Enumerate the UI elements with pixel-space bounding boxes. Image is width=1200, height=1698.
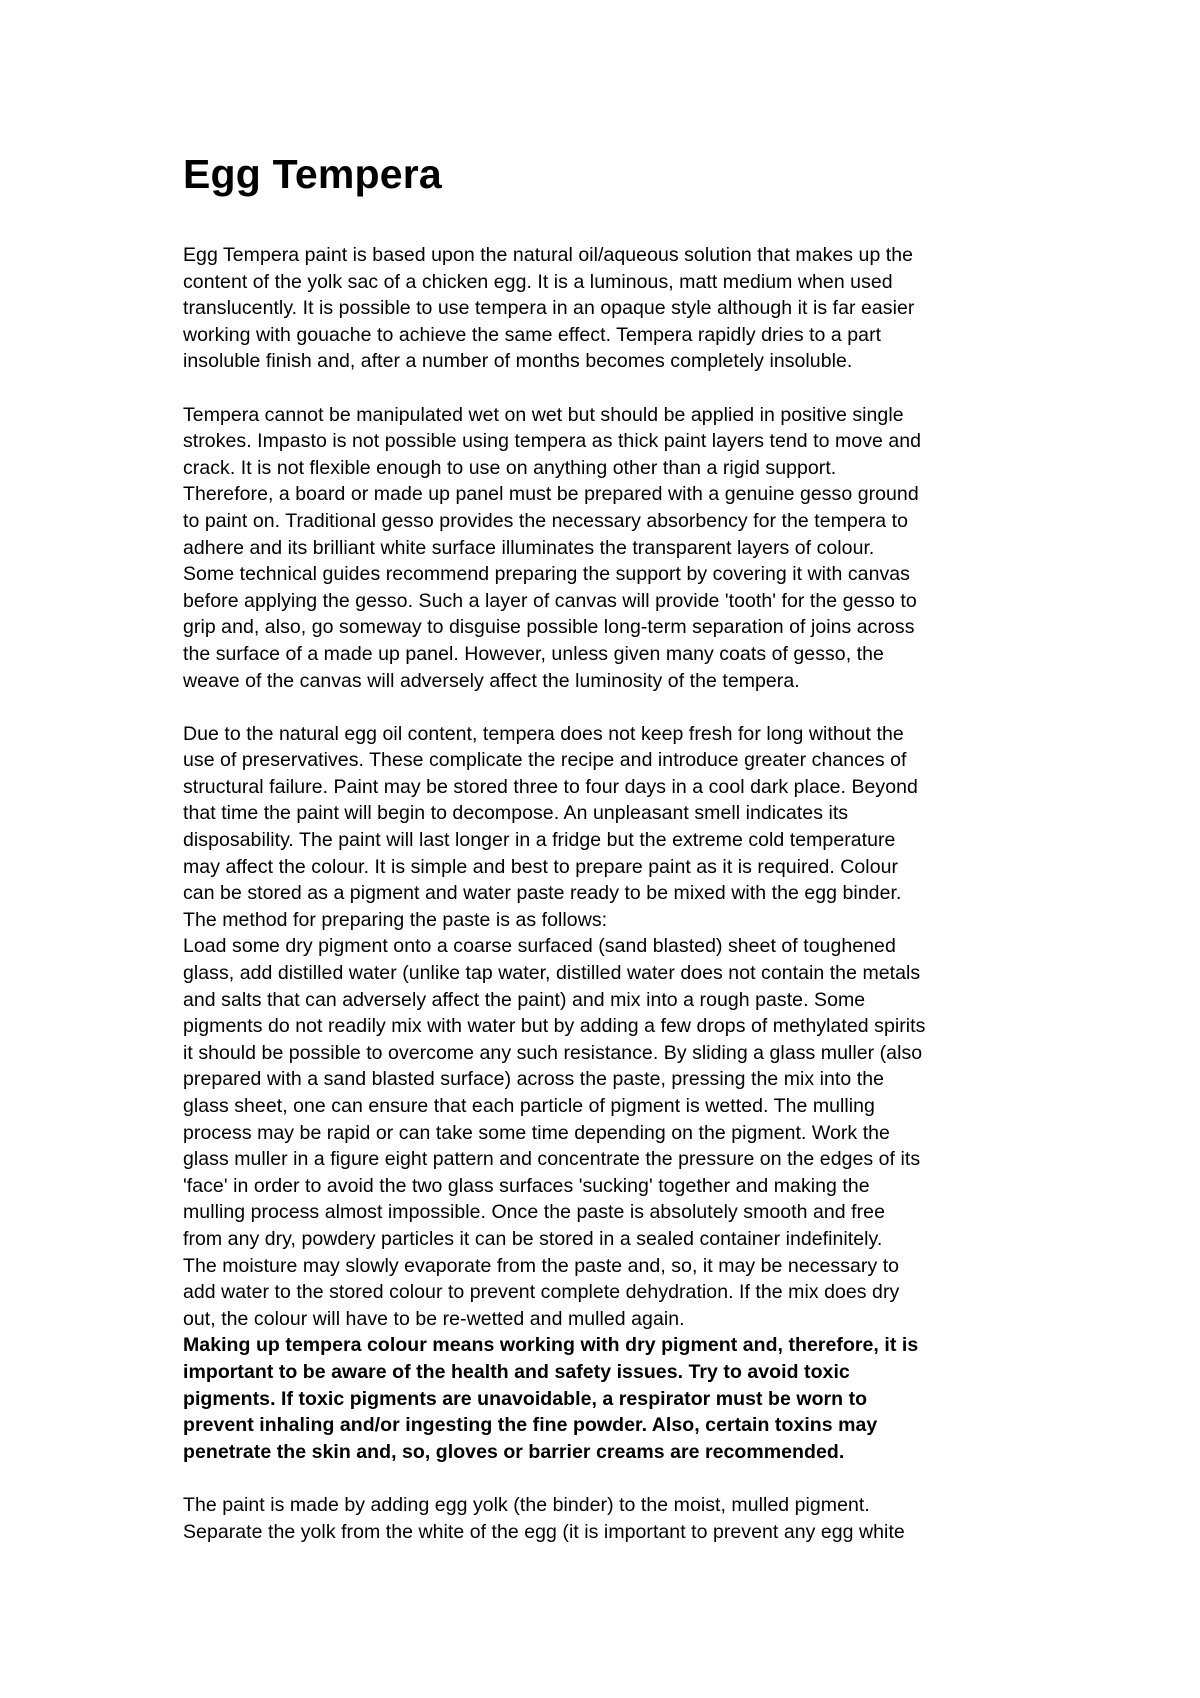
- text-line: prepared with a sand blasted surface) across the paste, pressing the mix into the: [183, 1068, 885, 1091]
- text-line: The method for preparing the paste is as follows:: [183, 908, 608, 931]
- safety-warning-line: Making up tempera colour means working with dry pigment and, therefore, it is: [183, 1334, 919, 1357]
- text-line: out, the colour will have to be re-wetted and mulled again.: [183, 1307, 685, 1330]
- text-line: Load some dry pigment onto a coarse surfaced (sand blasted) sheet of toughened: [183, 935, 896, 958]
- text-line: grip and, also, go someway to disguise possible long-term separation of joins across: [183, 616, 915, 639]
- text-line: structural failure. Paint may be stored three to four days in a cool dark place. Beyond: [183, 775, 918, 798]
- text-line: from any dry, powdery particles it can be stored in a sealed container indefinitely.: [183, 1227, 883, 1250]
- text-line: insoluble finish and, after a number of months becomes completely insoluble.: [183, 350, 853, 373]
- text-line: glass, add distilled water (unlike tap water, distilled water does not contain the metals: [183, 962, 921, 985]
- text-line: strokes. Impasto is not possible using tempera as thick paint layers tend to move and: [183, 430, 922, 453]
- text-line: may affect the colour. It is simple and best to prepare paint as it is required. Colour: [183, 855, 899, 878]
- text-line: Due to the natural egg oil content, tempera does not keep fresh for long without the: [183, 722, 904, 745]
- text-line: Tempera cannot be manipulated wet on wet but should be applied in positive single: [183, 403, 904, 426]
- text-line: and salts that can adversely affect the paint) and mix into a rough paste. Some: [183, 988, 866, 1011]
- text-line: Separate the yolk from the white of the egg (it is important to prevent any egg white: [183, 1520, 905, 1543]
- text-line: Therefore, a board or made up panel must be prepared with a genuine gesso ground: [183, 483, 919, 506]
- text-line: content of the yolk sac of a chicken egg. It is a luminous, matt medium when used: [183, 270, 893, 293]
- text-line: translucently. It is possible to use tempera in an opaque style although it is far easier: [183, 297, 915, 320]
- text-line: glass sheet, one can ensure that each particle of pigment is wetted. The mulling: [183, 1095, 875, 1117]
- text-line: The paint is made by adding egg yolk (the binder) to the moist, mulled pigment.: [183, 1493, 870, 1516]
- text-line: before applying the gesso. Such a layer of canvas will provide 'tooth' for the gesso to: [183, 589, 917, 612]
- text-line: working with gouache to achieve the same effect. Tempera rapidly dries to a part: [183, 323, 882, 346]
- paragraph-preparation: [183, 721, 1043, 1466]
- text-line: it should be possible to overcome any such resistance. By sliding a glass muller (also: [183, 1041, 923, 1064]
- text-line: to paint on. Traditional gesso provides the necessary absorbency for the tempera to: [183, 509, 908, 532]
- text-line: pigments do not readily mix with water but by adding a few drops of methylated spirits: [183, 1015, 926, 1038]
- page-title: Egg Tempera: [183, 151, 442, 197]
- paragraph-application: [183, 402, 1043, 695]
- text-line: add water to the stored colour to prevent complete dehydration. If the mix does dry: [183, 1281, 900, 1304]
- text-line: The moisture may slowly evaporate from the paste and, so, it may be necessary to: [183, 1254, 900, 1277]
- text-line: 'face' in order to avoid the two glass surfaces 'sucking' together and making the: [183, 1174, 870, 1197]
- text-line: glass muller in a figure eight pattern and concentrate the pressure on the edges of its: [183, 1148, 921, 1171]
- text-line: weave of the canvas will adversely affect the luminosity of the tempera.: [183, 669, 800, 692]
- document-page: [183, 146, 1043, 1545]
- paragraph-intro: [183, 242, 1043, 375]
- text-line: disposability. The paint will last longer in a fridge but the extreme cold temperature: [183, 829, 896, 852]
- text-line: the surface of a made up panel. However, unless given many coats of gesso, the: [183, 642, 884, 665]
- text-line: mulling process almost impossible. Once the paste is absolutely smooth and free: [183, 1201, 885, 1224]
- text-line: crack. It is not flexible enough to use on anything other than a rigid support.: [183, 456, 837, 479]
- paragraph-binder: [183, 1492, 1043, 1545]
- text-line: can be stored as a pigment and water paste ready to be mixed with the egg binder.: [183, 882, 902, 905]
- safety-warning-line: penetrate the skin and, so, gloves or barrier creams are recommended.: [183, 1440, 845, 1463]
- safety-warning-line: important to be aware of the health and safety issues. Try to avoid toxic: [183, 1360, 850, 1383]
- text-line: Egg Tempera paint is based upon the natural oil/aqueous solution that makes up the: [183, 244, 914, 266]
- text-line: adhere and its brilliant white surface illuminates the transparent layers of colour.: [183, 536, 875, 559]
- text-line: Some technical guides recommend preparing the support by covering it with canvas: [183, 563, 910, 586]
- safety-warning-line: pigments. If toxic pigments are unavoidable, a respirator must be worn to: [183, 1387, 868, 1410]
- text-line: that time the paint will begin to decompose. An unpleasant smell indicates its: [183, 802, 849, 825]
- text-line: process may be rapid or can take some time depending on the pigment. Work the: [183, 1121, 890, 1144]
- text-line: use of preservatives. These complicate the recipe and introduce greater chances of: [183, 749, 907, 772]
- safety-warning-line: prevent inhaling and/or ingesting the fine powder. Also, certain toxins may: [183, 1414, 878, 1437]
